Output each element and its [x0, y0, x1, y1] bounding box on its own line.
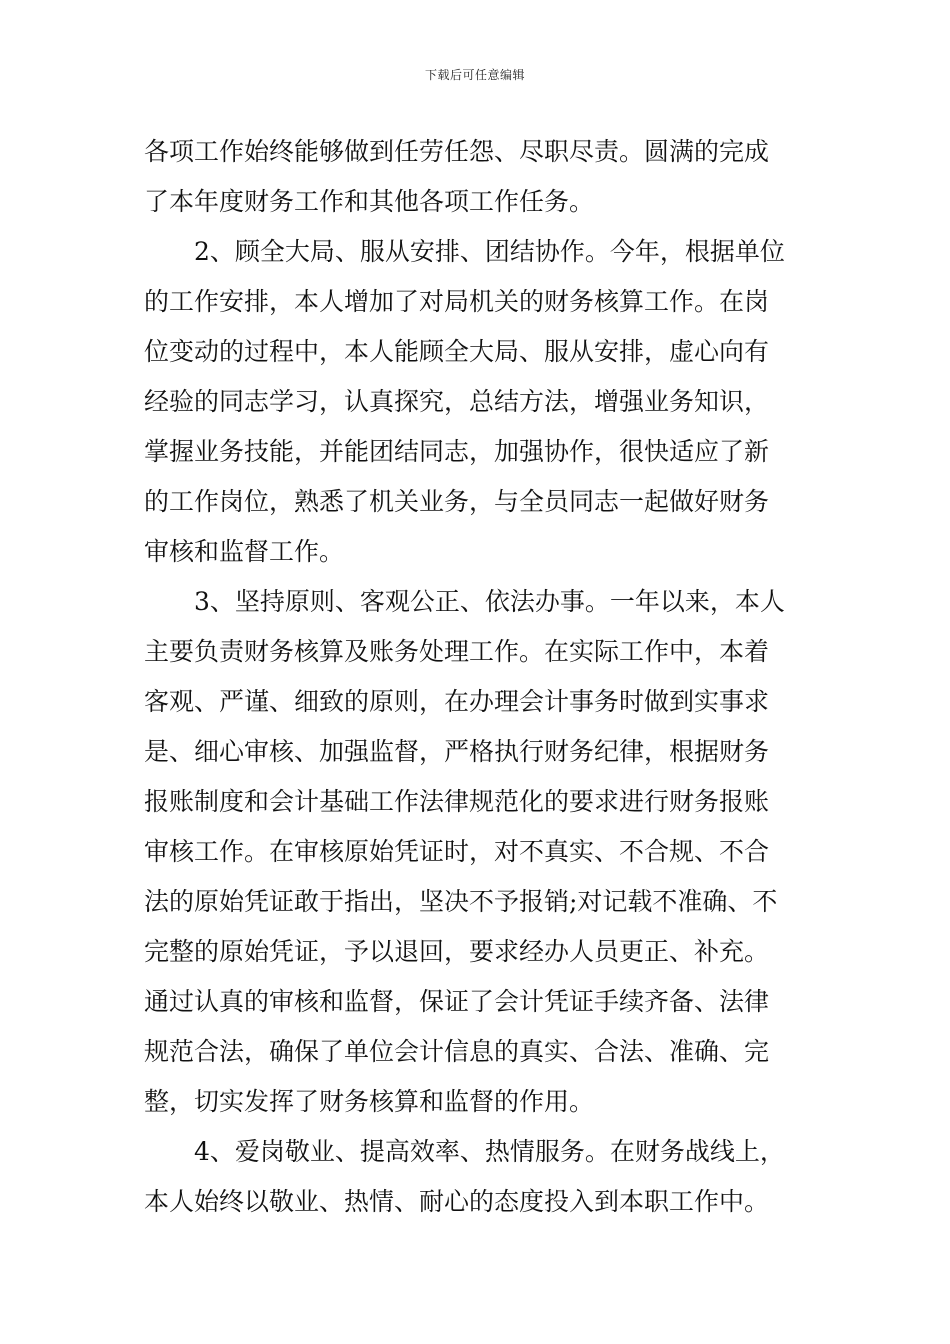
text-line: 各项工作始终能够做到任劳任怨、尽职尽责。圆满的完成	[144, 137, 770, 166]
text-line: 经验的同志学习，认真探究，总结方法，增强业务知识，	[144, 387, 770, 416]
text-line: 完整的原始凭证，予以退回，要求经办人员更正、补充。	[144, 937, 770, 966]
text-line: 掌握业务技能，并能团结同志，加强协作，很快适应了新	[144, 437, 770, 466]
text-line: 规范合法，确保了单位会计信息的真实、合法、准确、完	[144, 1037, 770, 1066]
text-line: 审核和监督工作。	[144, 537, 345, 566]
text-line: 审核工作。在审核原始凭证时，对不真实、不合规、不合	[144, 837, 770, 866]
text-line: 客观、严谨、细致的原则，在办理会计事务时做到实事求	[144, 687, 770, 716]
paragraph-first-line: 2、顾全大局、服从安排、团结协作。今年，根据单位	[194, 237, 785, 266]
document-body	[144, 127, 806, 1227]
text-line: 主要负责财务核算及账务处理工作。在实际工作中，本着	[144, 637, 770, 666]
text-line: 本人始终以敬业、热情、耐心的态度投入到本职工作中。	[144, 1187, 770, 1216]
text-line: 的工作岗位，熟悉了机关业务，与全员同志一起做好财务	[144, 487, 770, 516]
page-header-note: 下载后可任意编辑	[424, 68, 525, 82]
text-line: 是、细心审核、加强监督，严格执行财务纪律，根据财务	[144, 737, 770, 766]
text-line: 法的原始凭证敢于指出，坚决不予报销;对记载不准确、不	[144, 887, 778, 916]
text-line: 位变动的过程中，本人能顾全大局、服从安排，虚心向有	[144, 337, 770, 366]
text-line: 报账制度和会计基础工作法律规范化的要求进行财务报账	[144, 787, 770, 816]
text-line: 整，切实发挥了财务核算和监督的作用。	[144, 1087, 595, 1116]
text-line: 通过认真的审核和监督，保证了会计凭证手续齐备、法律	[144, 987, 770, 1016]
paragraph-first-line: 3、坚持原则、客观公正、依法办事。一年以来，本人	[194, 587, 785, 616]
text-line: 的工作安排，本人增加了对局机关的财务核算工作。在岗	[144, 287, 770, 316]
paragraph-first-line: 4、爱岗敬业、提高效率、热情服务。在财务战线上，	[194, 1137, 785, 1166]
text-line: 了本年度财务工作和其他各项工作任务。	[144, 187, 595, 216]
